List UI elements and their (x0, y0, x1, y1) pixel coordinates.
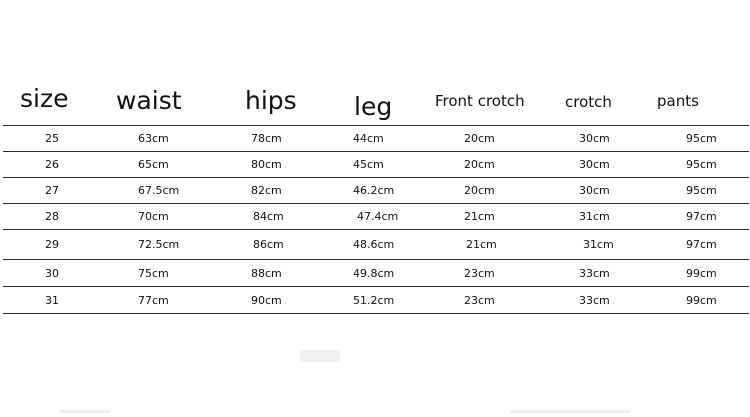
table-cell: 95cm (686, 184, 717, 197)
table-cell: 99cm (686, 294, 717, 307)
table-cell: 82cm (251, 184, 282, 197)
table-cell: 80cm (251, 158, 282, 171)
table-cell: 21cm (466, 238, 497, 251)
table-cell: 20cm (464, 184, 495, 197)
table-cell: 77cm (138, 294, 169, 307)
table-cell: 72.5cm (138, 238, 180, 251)
table-cell: 20cm (464, 158, 495, 171)
table-cell: 47.4cm (357, 210, 399, 223)
header-hips: hips (245, 86, 297, 115)
table-cell: 20cm (464, 132, 495, 145)
header-size: size (20, 84, 69, 113)
table-cell: 33cm (579, 267, 610, 280)
row-divider (3, 259, 749, 260)
table-cell: 26 (45, 158, 59, 171)
header-waist: waist (116, 86, 182, 115)
table-cell: 78cm (251, 132, 282, 145)
row-divider (3, 177, 749, 178)
table-cell: 97cm (686, 238, 717, 251)
table-cell: 23cm (464, 267, 495, 280)
table-cell: 48.6cm (353, 238, 395, 251)
table-cell: 33cm (579, 294, 610, 307)
faint-smudge (300, 350, 340, 362)
table-cell: 30 (45, 267, 59, 280)
row-divider (3, 313, 749, 314)
row-divider (3, 229, 749, 230)
table-cell: 30cm (579, 132, 610, 145)
faint-smudge (510, 410, 630, 413)
table-cell: 30cm (579, 158, 610, 171)
table-cell: 75cm (138, 267, 169, 280)
table-cell: 86cm (253, 238, 284, 251)
table-cell: 90cm (251, 294, 282, 307)
faint-smudge (60, 410, 110, 413)
row-divider (3, 125, 749, 126)
header-front-crotch: Front crotch (435, 92, 525, 110)
row-divider (3, 286, 749, 287)
table-cell: 44cm (353, 132, 384, 145)
table-cell: 21cm (464, 210, 495, 223)
table-cell: 70cm (138, 210, 169, 223)
table-cell: 25 (45, 132, 59, 145)
table-cell: 23cm (464, 294, 495, 307)
table-cell: 31cm (583, 238, 614, 251)
table-cell: 65cm (138, 158, 169, 171)
table-cell: 63cm (138, 132, 169, 145)
table-cell: 95cm (686, 158, 717, 171)
table-cell: 95cm (686, 132, 717, 145)
table-cell: 84cm (253, 210, 284, 223)
header-crotch: crotch (565, 93, 612, 111)
table-cell: 97cm (686, 210, 717, 223)
table-cell: 67.5cm (138, 184, 180, 197)
header-leg: leg (354, 92, 393, 121)
table-cell: 49.8cm (353, 267, 395, 280)
table-cell: 88cm (251, 267, 282, 280)
table-cell: 99cm (686, 267, 717, 280)
table-cell: 28 (45, 210, 59, 223)
table-cell: 51.2cm (353, 294, 395, 307)
table-cell: 30cm (579, 184, 610, 197)
table-cell: 31cm (579, 210, 610, 223)
table-cell: 29 (45, 238, 59, 251)
row-divider (3, 151, 749, 152)
table-cell: 27 (45, 184, 59, 197)
header-pants: pants (657, 92, 699, 110)
row-divider (3, 203, 749, 204)
table-cell: 45cm (353, 158, 384, 171)
table-cell: 31 (45, 294, 59, 307)
table-cell: 46.2cm (353, 184, 395, 197)
